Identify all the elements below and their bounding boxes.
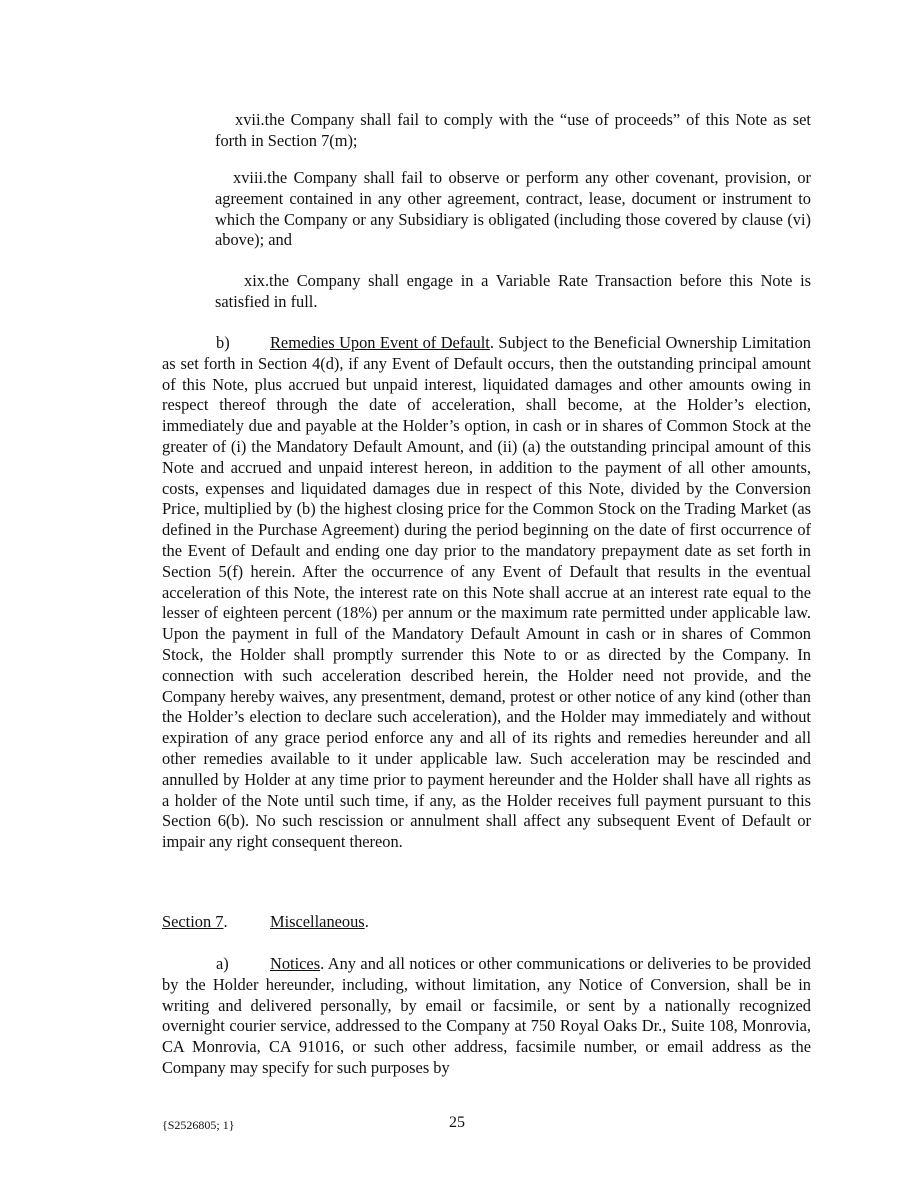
notices-heading: Notices (270, 954, 321, 973)
footer-page-number: 25 (449, 1114, 465, 1131)
clause-xvii (215, 110, 811, 152)
notices-text: . Any and all notices or other communications or deliveries to be provided by the Holder hereunder, including, without limitation, any Notice of Conversion, shall be in writing and delivered personally, by email or facsimile, or sent by a nationally recognized overnight courier service, addressed to the Company at 750 Royal Oaks Dr., Suite 108, Monrovia, CA Monrovia, CA 91016, or such other address, facsimile number, or email address as the Company may specify for such purposes by (162, 954, 811, 1077)
section-7-title-dot: . (364, 912, 369, 931)
footer-document-id: {S2526805; 1} (162, 1118, 235, 1132)
section-7-title: Miscellaneous (270, 912, 365, 931)
notices-label: a) (216, 954, 229, 973)
clause-xviii-text: the Company shall fail to observe or perform any other covenant, provision, or agreement contained in any other agreement, contract, lease, document or instrument to which the Company or any Subsidiary is obligated (including those covered by clause (vi) above); and (215, 168, 811, 250)
clause-xvii-text: the Company shall fail to comply with the “use of proceeds” of this Note as set forth in Section 7(m); (215, 110, 811, 150)
clause-xviii (215, 168, 811, 251)
notices-paragraph (162, 954, 811, 1079)
remedies-text: . Subject to the Beneficial Ownership Limitation as set forth in Section 4(d), if any Event of Default occurs, then the outstanding principal amount of this Note, plus accrued but unpaid interest, liquidated damages and other amounts owing in respect thereof through the date of acceleration, shall become, at the Holder’s election, immediately due and payable at the Holder’s option, in cash or in shares of Common Stock at the greater of (i) the Mandatory Default Amount, and (ii) (a) the outstanding principal amount of this Note and accrued and unpaid interest hereon, in addition to the payment of all other amounts, costs, expenses and liquidated damages due in respect of this Note, divided by the Conversion Price, multiplied by (b) the highest closing price for the Common Stock on the Trading Market (as defined in the Purchase Agreement) during the period beginning on the date of first occurrence of the Event of Default and ending one day prior to the mandatory prepayment date as set forth in Section 5(f) herein. After the occurrence of any Event of Default that results in the eventual acceleration of this Note, the interest rate on this Note shall accrue at an interest rate equal to the lesser of eighteen percent (18%) per annum or the maximum rate permitted under applicable law. Upon the payment in full of the Mandatory Default Amount in cash or in shares of Common Stock, the Holder shall promptly surrender this Note to or as directed by the Company. In connection with such acceleration described herein, the Holder need not provide, and the Company hereby waives, any presentment, demand, protest or other notice of any kind (other than the Holder’s election to declare such acceleration), and the Holder may immediately and without expiration of any grace period enforce any and all of its rights and remedies hereunder and all other remedies available to it under applicable law. Such acceleration may be rescinded and annulled by Holder at any time prior to payment hereunder and the Holder shall have all rights as a holder of the Note until such time, if any, as the Holder receives full payment pursuant to this Section 6(b). No such rescission or annulment shall affect any subsequent Event of Default or impair any right consequent thereon. (162, 333, 812, 852)
clause-xviii-number: xviii. (233, 168, 268, 187)
clause-xix-text: the Company shall engage in a Variable Rate Transaction before this Note is satisfied in full. (215, 271, 811, 311)
section-7-number-dot: . (223, 912, 228, 931)
clause-xvii-number: xvii. (235, 110, 265, 129)
remedies-label: b) (216, 333, 230, 352)
section-7-heading (162, 912, 811, 933)
clause-xix-number: xix. (244, 271, 270, 290)
remedies-heading: Remedies Upon Event of Default (270, 333, 490, 352)
remedies-paragraph (162, 333, 811, 853)
section-7-number: Section 7 (162, 912, 224, 931)
clause-xix (215, 271, 811, 313)
